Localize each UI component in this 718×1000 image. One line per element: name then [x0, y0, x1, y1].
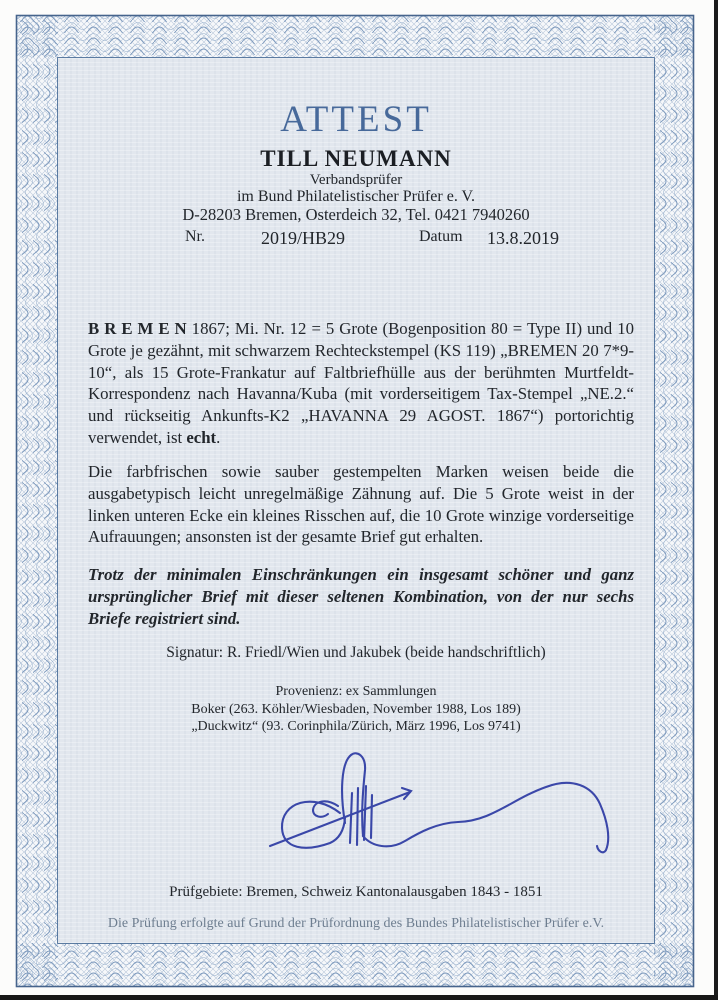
certificate-date: 13.8.2019: [487, 228, 559, 248]
examination-note: Die Prüfung erfolgte auf Grund der Prüfordnung des Bundes Philatelistischer Prüfer e.V.: [107, 916, 605, 931]
description-paragraph: [88, 318, 634, 449]
provenance-title: Provenienz: ex Sammlungen: [275, 684, 437, 699]
expertise-areas: Prüfgebiete: Bremen, Schweiz Kantonalausgaben 1843 - 1851: [169, 884, 543, 900]
certificate-paper: [58, 58, 654, 943]
date-label: Datum: [419, 228, 463, 245]
examiner-association: im Bund Philatelistischer Prüfer e. V.: [236, 188, 476, 205]
handwritten-signature-icon: [253, 748, 633, 873]
scan-edge-bottom: [0, 995, 718, 1000]
description-text: 1867; Mi. Nr. 12 = 5 Grote (Bogenposition 80 = Type II) und 10 Grote je gezähnt, mit schwarzem Rechteckstempel (KS 119) „BREMEN 20 7*9-10“, als 15 Grote-Frankatur auf Faltbriefhülle aus der berühmten Murtfeldt-Korrespondenz nach Havanna/Kuba (mit vorderseitigem Tax-Stempel „NE.2.“ und rückseitig Ankunfts-K2 „HAVANNA 29 AGOST. 1867“) portorichtig verwendet, ist: [88, 319, 634, 447]
provenance-item-1: Boker (263. Köhler/Wiesbaden, November 1988, Los 189): [191, 701, 521, 717]
description-period: .: [216, 427, 221, 447]
certificate-number: 2019/HB29: [261, 228, 346, 248]
number-label: Nr.: [185, 228, 205, 245]
assessment-paragraph: Trotz der minimalen Einschränkungen ein insgesamt schöner und ganz ursprünglicher Brief mit dieser seltenen Kombination, von der nur sechs Briefe registriert sind.: [88, 565, 634, 628]
provenance-item-2: „Duckwitz“ (93. Corinphila/Zürich, März 1996, Los 9741): [191, 719, 521, 734]
signatur-note: Signatur: R. Friedl/Wien und Jakubek (beide handschriftlich): [166, 644, 546, 661]
examiner-address: D-28203 Bremen, Osterdeich 32, Tel. 0421 7940260: [182, 205, 530, 224]
catalog-lead: B R E M E N: [88, 319, 187, 338]
condition-paragraph: Die farbfrischen sowie sauber gestempelten Marken weisen beide die ausgabetypisch leicht unregelmäßige Zähnung auf. Die 5 Grote weist in der linken unteren Ecke ein kleines Risschen auf, die 10 Grote winzige vorderseitige Aufrauungen; ansonsten ist der gesamte Brief gut erhalten.: [88, 462, 634, 547]
reference-line: [58, 228, 654, 252]
examiner-role: Verbandsprüfer: [309, 172, 403, 188]
attest-title: ATTEST: [280, 99, 432, 140]
provenance-block: [58, 683, 654, 736]
examiner-name: TILL NEUMANN: [260, 146, 452, 171]
scan-edge-right: [714, 0, 718, 1000]
genuineness-verdict: echt: [186, 427, 217, 447]
